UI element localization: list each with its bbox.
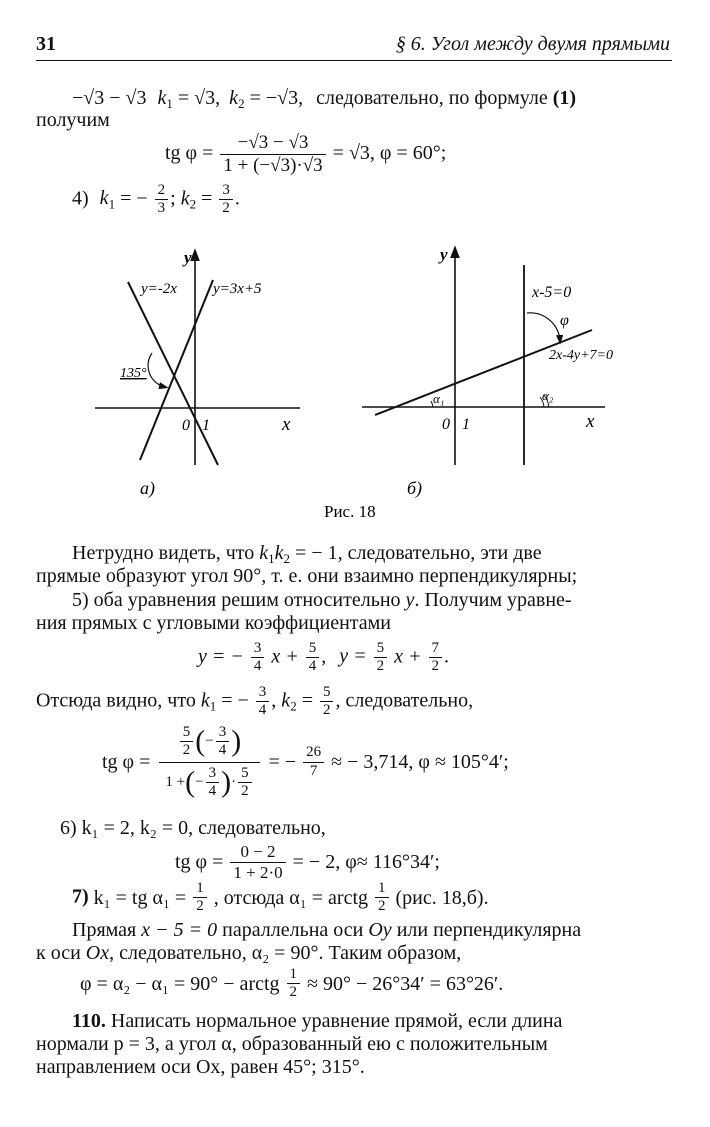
panel-b-phi-arc [527, 313, 560, 341]
figure-panel-a [95, 248, 300, 499]
header-rule [36, 60, 672, 61]
item6-formula: tg φ = $\frac{0 - 2}{1 + 2\cdot 0}$ = − 2, φ≈ 116°34′; [175, 842, 440, 882]
item4-line: 4) $k_1$ = − $\frac{2}{3}$ ; $k_2$ = $\frac{3}{2}$ . [72, 182, 240, 217]
item5-line1: 5) оба уравнения решим относительно y. Получим уравне- [72, 589, 572, 611]
panel-b-line-label: 2x-4y+7=0 [549, 348, 613, 363]
panel-a-label-line2: y=3x+5 [213, 281, 262, 297]
problem110-line2: нормали p = 3, а угол α, образованный ею с положительным [36, 1033, 548, 1055]
problem110-line1: 110. Написать нормальное уравнение прямой, если длина [72, 1010, 563, 1032]
section-title: § 6. Угол между двумя прямыми [395, 33, 670, 55]
item5-equations: y = − $\frac{3}{4}$ x + $\frac{5}{4}$ , y = $\frac{5}{2}$ x + $\frac{7}{2}$ . [198, 640, 449, 675]
item3-fraction: $\frac{-√3 - √3}{1 + (-√3)\cdot√3}$ [220, 132, 325, 177]
panel-b-phi-label: φ [560, 312, 569, 329]
panel-b-y-label: y [440, 245, 448, 264]
item7-final-formula: φ = α₂ − α₁ = 90° − arctg $\frac{1}{2}$ ≈ 90° − 26°34′ = 63°26′. [80, 966, 504, 1001]
item3-formula: tg φ = $\frac{-√3 - √3}{1 + (-√3)\cdot√3}$ = √3, φ = 60°; [165, 132, 447, 176]
item7-line2: Прямая x − 5 = 0 параллельна оси Oy или перпендикулярна [72, 919, 582, 941]
figure-caption: Рис. 18 [324, 502, 376, 521]
panel-a-label-line1: y=-2x [141, 281, 177, 297]
panel-a-angle-arc [148, 353, 165, 387]
item7-line3: к оси Ox, следовательно, α₂ = 90°. Таким образом, [36, 942, 462, 964]
panel-a-y-label: y [184, 248, 192, 267]
item5-big-fraction: $\frac{5}{2}$ (− $\frac{3}{4}$ ) 1 +(− $\frac{3}{4}$ )· $\frac{5}{2}$ [159, 722, 259, 802]
panel-b-one: 1 [462, 416, 470, 433]
para1-line1: Нетрудно видеть, что $k_1k_2$ = − 1, следовательно, эти две [72, 542, 542, 566]
item6-line1: 6) k₁ = 2, k₂ = 0, следовательно, [60, 817, 326, 839]
panel-b-slanted-line [375, 330, 592, 415]
figure-18 [0, 235, 710, 530]
panel-b-alpha2-label: α₂ [542, 388, 554, 403]
panel-b-caption: б) [407, 478, 423, 498]
panel-a-origin: 0 [182, 417, 190, 434]
panel-b-origin: 0 [442, 416, 450, 433]
item5-big-formula: tg φ = $\frac{5}{2}$ (− $\frac{3}{4}$ ) 1 +(− $\frac{3}{4}$ )· $\frac{5}{2}$ = − $\frac{26}{7}$ ≈ − 3,714, φ ≈ 105°4′; [102, 722, 509, 802]
item3-line2: получим [36, 109, 110, 131]
item3-num: −√3 − √3 [72, 87, 147, 109]
item7-line1: 7) k₁ = tg α₁ = $\frac{1}{2}$ , отсюда α₁ = arctg $\frac{1}{2}$ (рис. 18,б). [72, 880, 489, 915]
panel-a-one: 1 [202, 417, 210, 434]
problem110-line3: направлением оси Ox, равен 45°; 315°. [36, 1056, 365, 1078]
item5-line2: ния прямых с угловыми коэффициентами [36, 612, 392, 634]
para1-line2: прямые образуют угол 90°, т. е. они взаимно перпендикулярны; [36, 565, 578, 587]
item5-line3: Отсюда видно, что $k_1$ = − $\frac{3}{4}$ , $k_2$ = $\frac{5}{2}$ , следовательно, [36, 684, 474, 719]
panel-a-caption: а) [140, 478, 155, 498]
panel-b-vline-label: x-5=0 [532, 284, 572, 301]
panel-a-x-label: x [282, 414, 291, 435]
figure-panel-b [362, 245, 613, 499]
page-number: 31 [36, 33, 56, 55]
panel-b-x-label: x [586, 411, 595, 432]
panel-a-angle-label: 135° [120, 366, 147, 381]
item3-line1: −√3 − √3 $k_1 = √3$, $k_2 = -√3$, следовательно, по формуле (1) [72, 87, 577, 111]
panel-b-alpha1-label: α₁ [433, 391, 445, 406]
